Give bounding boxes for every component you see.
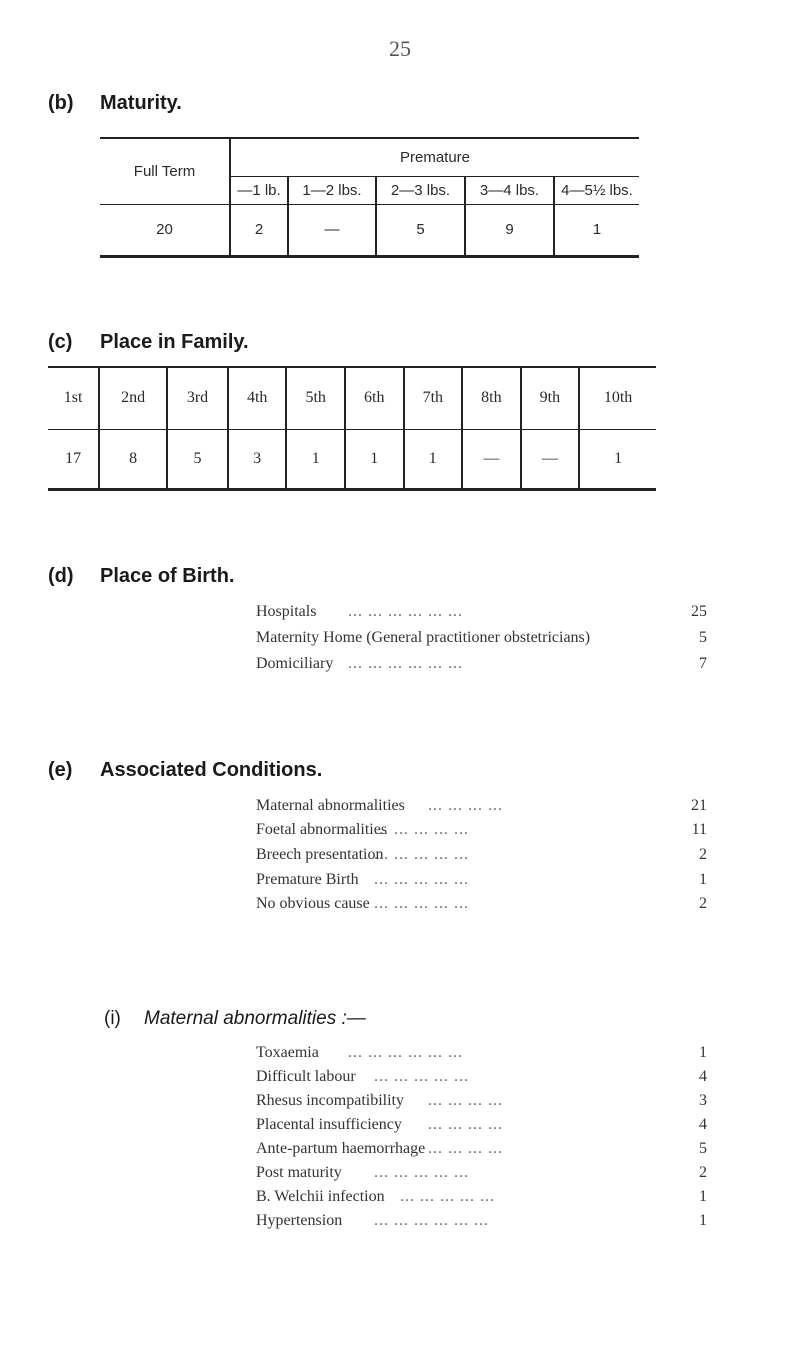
item-name: Placental insufficiency — [256, 1116, 402, 1133]
item-value: 11 — [691, 821, 707, 838]
section-title: Associated Conditions. — [100, 759, 323, 781]
leader-dots: ... ... ... ... ... ... — [348, 1044, 463, 1061]
leader-dots: ... ... ... ... ... — [374, 846, 469, 863]
section-label: (e) — [48, 759, 73, 781]
leader-dots: ... ... ... ... — [428, 1092, 503, 1109]
family-column-header: 10th — [579, 367, 656, 429]
item-name: Foetal abnormalities — [256, 821, 388, 838]
item-value: 3 — [699, 1092, 707, 1109]
list-item — [256, 895, 707, 915]
item-value: 1 — [699, 1212, 707, 1229]
leader-dots: ... ... ... ... ... ... — [374, 1212, 489, 1229]
leader-dots: ... ... ... ... ... — [374, 821, 469, 838]
premature-value: 9 — [465, 204, 554, 256]
maturity-heading — [48, 92, 348, 118]
premature-header: Premature — [230, 138, 639, 176]
place-in-family-table — [48, 366, 656, 491]
list-item — [256, 603, 707, 623]
item-value: 4 — [699, 1116, 707, 1133]
leader-dots: ... ... ... ... ... ... — [348, 603, 463, 620]
family-column-header: 7th — [404, 367, 463, 429]
item-value: 21 — [691, 797, 707, 814]
premature-value: 1 — [554, 204, 639, 256]
list-item — [256, 629, 707, 649]
section-title: Maternal abnormalities :— — [144, 1008, 366, 1029]
item-value: 1 — [699, 871, 707, 888]
list-item — [256, 821, 707, 841]
list-item — [256, 846, 707, 866]
place-in-family-heading — [48, 331, 348, 357]
list-item — [256, 797, 707, 817]
item-value: 4 — [699, 1068, 707, 1085]
section-title: Place in Family. — [100, 331, 249, 353]
premature-column-header: 4—5½ lbs. — [554, 176, 639, 204]
section-label: (c) — [48, 331, 73, 353]
premature-value: 5 — [376, 204, 465, 256]
list-item — [256, 1092, 707, 1112]
leader-dots: ... ... ... ... — [428, 1140, 503, 1157]
list-item — [256, 1188, 707, 1208]
family-value: 1 — [286, 429, 345, 489]
item-name: B. Welchii infection — [256, 1188, 385, 1205]
place-of-birth-list — [256, 603, 707, 678]
item-name: No obvious cause — [256, 895, 370, 912]
section-label: (b) — [48, 92, 74, 114]
maternal-abnormalities-list — [256, 1044, 707, 1239]
item-name: Difficult labour — [256, 1068, 356, 1085]
item-name: Hypertension — [256, 1212, 343, 1229]
item-name: Domiciliary — [256, 655, 334, 672]
family-value: 3 — [228, 429, 287, 489]
item-value: 2 — [699, 846, 707, 863]
list-item — [256, 1140, 707, 1160]
item-name: Hospitals — [256, 603, 317, 620]
item-value: 7 — [699, 655, 707, 672]
associated-conditions-list — [256, 797, 707, 922]
premature-column-header: 3—4 lbs. — [465, 176, 554, 204]
item-value: 5 — [699, 629, 707, 646]
leader-dots: ... ... ... ... ... — [374, 1068, 469, 1085]
list-item — [256, 655, 707, 675]
premature-column-header: 2—3 lbs. — [376, 176, 465, 204]
item-value: 5 — [699, 1140, 707, 1157]
premature-value: 2 — [230, 204, 288, 256]
item-name: Post maturity — [256, 1164, 342, 1181]
family-value: 1 — [345, 429, 404, 489]
leader-dots: ... ... ... ... ... — [374, 895, 469, 912]
family-column-header: 5th — [286, 367, 345, 429]
list-item — [256, 871, 707, 891]
leader-dots: ... ... ... ... — [428, 797, 503, 814]
family-value: — — [521, 429, 580, 489]
item-name: Toxaemia — [256, 1044, 319, 1061]
family-value: 5 — [167, 429, 228, 489]
list-item — [256, 1116, 707, 1136]
leader-dots: ... ... ... ... ... — [400, 1188, 495, 1205]
item-name: Rhesus incompatibility — [256, 1092, 404, 1109]
family-value: 1 — [404, 429, 463, 489]
list-item — [256, 1044, 707, 1064]
list-item — [256, 1212, 707, 1232]
item-name: Premature Birth — [256, 871, 359, 888]
section-title: Place of Birth. — [100, 565, 235, 587]
leader-dots: ... ... ... ... ... — [374, 871, 469, 888]
section-label: (i) — [104, 1008, 121, 1029]
list-item — [256, 1068, 707, 1088]
section-title: Maturity. — [100, 92, 182, 114]
leader-dots: ... ... ... ... — [428, 1116, 503, 1133]
family-column-header: 4th — [228, 367, 287, 429]
family-column-header: 1st — [48, 367, 99, 429]
place-of-birth-heading — [48, 565, 348, 591]
item-name: Ante-partum haemorrhage — [256, 1140, 426, 1157]
maturity-table — [100, 137, 639, 258]
family-column-header: 8th — [462, 367, 521, 429]
family-value: 8 — [99, 429, 167, 489]
premature-column-header: 1—2 lbs. — [288, 176, 376, 204]
family-column-header: 6th — [345, 367, 404, 429]
page-number: 25 — [389, 36, 411, 61]
associated-conditions-heading — [48, 759, 408, 785]
section-label: (d) — [48, 565, 74, 587]
family-value: 17 — [48, 429, 99, 489]
item-name: Maternity Home (General practitioner obstetricians) — [256, 629, 591, 646]
leader-dots: ... ... ... ... ... — [374, 1164, 469, 1181]
full-term-value: 20 — [100, 204, 230, 256]
item-name: Maternal abnormalities — [256, 797, 405, 814]
list-item — [256, 1164, 707, 1184]
family-value: 1 — [579, 429, 656, 489]
item-value: 1 — [699, 1044, 707, 1061]
item-value: 2 — [699, 895, 707, 912]
premature-column-header: —1 lb. — [230, 176, 288, 204]
item-name: Breech presentation — [256, 846, 384, 863]
family-column-header: 9th — [521, 367, 580, 429]
family-value: — — [462, 429, 521, 489]
item-value: 25 — [691, 603, 707, 620]
leader-dots: ... ... ... ... ... ... — [348, 655, 463, 672]
family-column-header: 3rd — [167, 367, 228, 429]
family-column-header: 2nd — [99, 367, 167, 429]
full-term-header: Full Term — [100, 138, 230, 204]
maternal-abnormalities-heading — [104, 1008, 464, 1034]
premature-value: — — [288, 204, 376, 256]
item-value: 1 — [699, 1188, 707, 1205]
item-value: 2 — [699, 1164, 707, 1181]
